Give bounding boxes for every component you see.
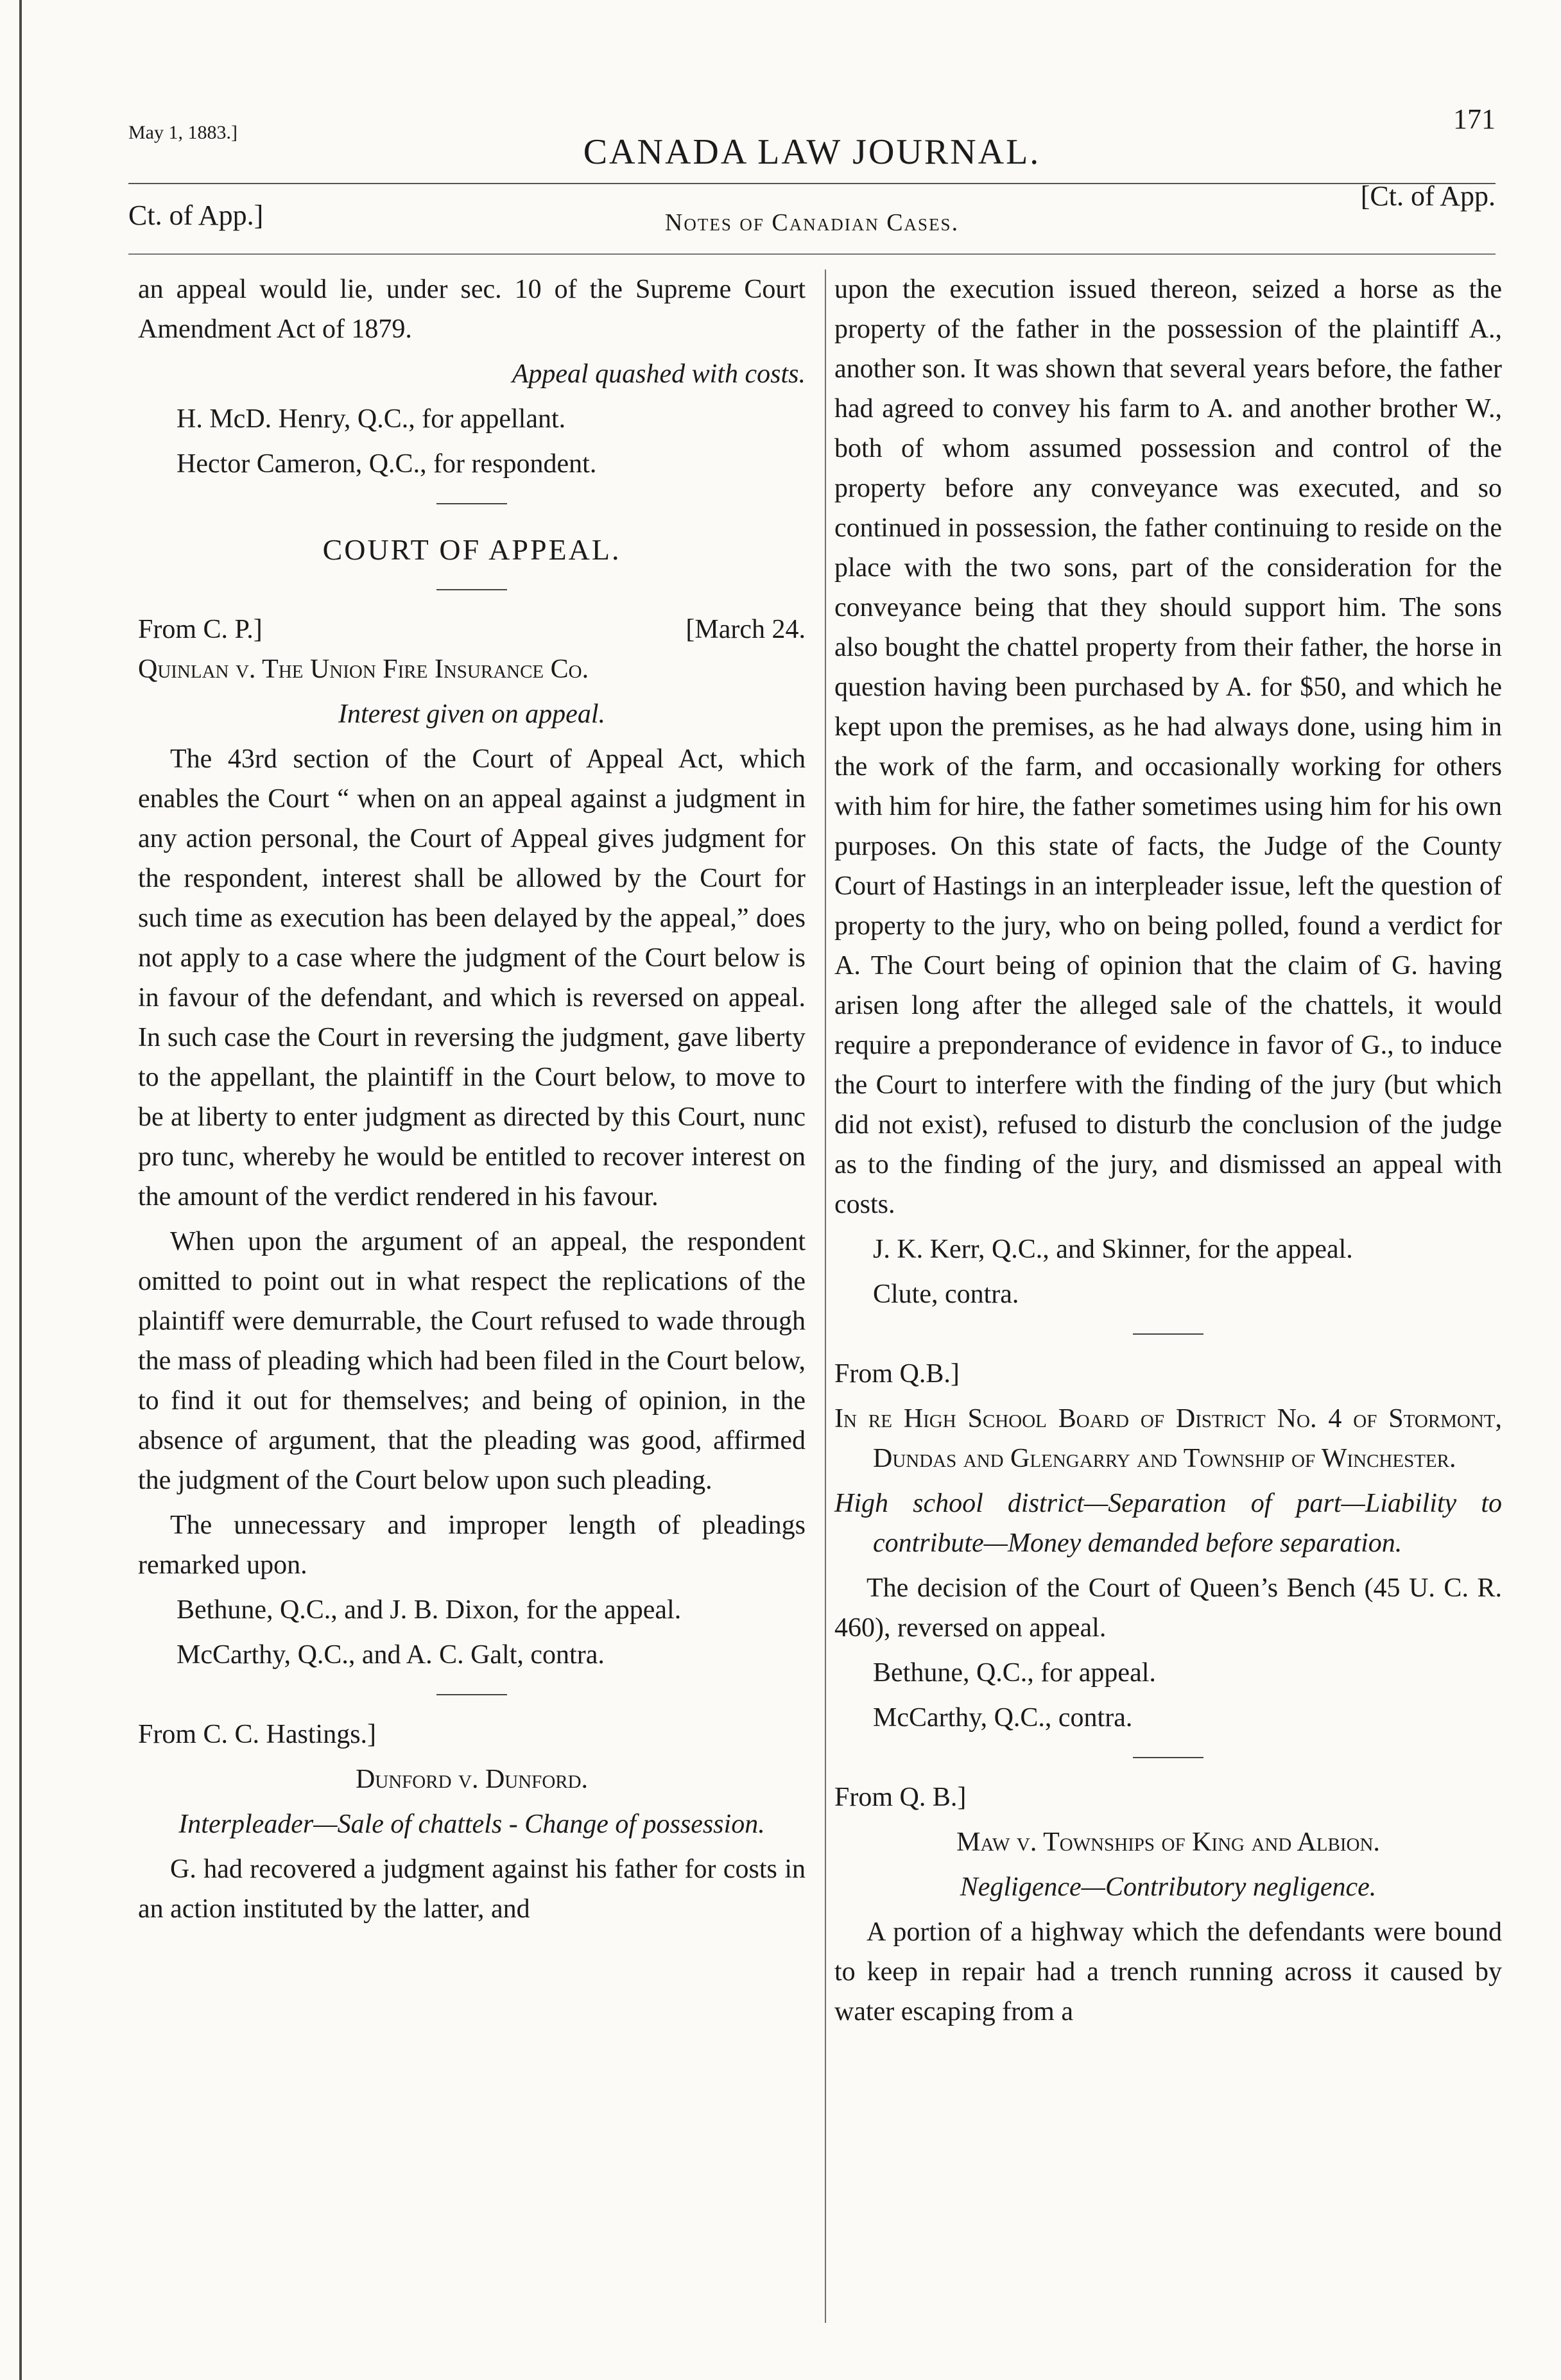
case-title: Quinlan v. The Union Fire Insurance Co. [138,655,589,684]
case-title: In re High School Board of District No. 4 of Stormont, Dundas and Glengarry and Township of Winchester. [834,1404,1502,1473]
case-title: Dunford v. Dunford. [355,1765,589,1794]
column-divider [825,270,826,2323]
header-rule [128,183,1496,184]
case-from: From Q.B.] [834,1359,960,1389]
counsel-line: Bethune, Q.C., and J. B. Dixon, for the appeal. [177,1595,682,1625]
case-paragraph: When upon the argument of an appeal, the respondent omitted to point out in what respect the replications of the plaintiff were demurrable, the Court refused to wade through the mass of pleading which had been filed in the Court below, to find it out for themselves; and being of opinion, in the absence of argument, that the pleading was good, affirmed the judgment of the Court below upon such pleading. [138,1227,806,1495]
case-paragraph: The 43rd section of the Court of Appeal Act, which enables the Court “ when on an appeal against a judgment in any action personal, the Court of Appeal gives judgment for the respondent, interest shall be allowed by the Court for such time as execution has been delayed by the appeal,” does not apply to a case where the judgment of the Court below is in favour of the defendant, and which is reversed on appeal. In such case the Court in reversing the judgment, gave liberty to the appellant, the plaintiff in the Court below, to move to be at liberty to enter judgment as directed by this Court, nunc pro tunc, whereby he would be entitled to recover interest on the amount of the verdict rendered in his favour. [138,744,806,1211]
section-title: Notes of Canadian Cases. [664,209,960,236]
counsel-line: McCarthy, Q.C., and A. C. Galt, contra. [177,1640,605,1670]
counsel-line: J. K. Kerr, Q.C., and Skinner, for the appeal. [873,1235,1353,1264]
section-rule [436,503,507,504]
court-heading: COURT OF APPEAL. [322,533,621,566]
case-title: Maw v. Townships of King and Albion. [956,1828,1380,1857]
case-paragraph: The decision of the Court of Queen’s Bench (45 U. C. R. 460), reversed on appeal. [834,1573,1502,1643]
counsel-line: Hector Cameron, Q.C., for respondent. [177,449,597,479]
case-from: From C. C. Hastings.] [138,1720,377,1749]
counsel-line: Bethune, Q.C., for appeal. [873,1658,1156,1688]
court-tag-right: [Ct. of App. [1360,180,1496,212]
opening-text: an appeal would lie, under sec. 10 of the Supreme Court Amendment Act of 1879. [138,275,806,344]
page-header [128,96,1496,257]
section-rule [436,1694,507,1695]
header-rule-lower [128,253,1496,255]
section-rule [1133,1757,1203,1758]
header-date: May 1, 1883.] [128,122,237,143]
counsel-line: McCarthy, Q.C., contra. [873,1703,1133,1733]
left-column [138,270,806,1934]
journal-title: CANADA LAW JOURNAL. [583,132,1041,172]
section-rule [436,589,507,590]
case-paragraph: upon the execution issued thereon, seized a horse as the property of the father in the possession of the plaintiff A., another son. It was shown that several years before, the father had agreed to convey his farm to A. and another brother W., both of whom assumed possession and control of the property before any conveyance was executed, and so continued in possession, the father continuing to reside on the place with the two sons, part of the consideration for the conveyance being that they should support him. The sons also bought the chattel property from their father, the horse in question having been purchased by A. for $50, and which he kept upon the premises, as he had always done, using him in the work of the farm, and occasionally working for others with him for hire, the father sometimes using him for his own purposes. On this state of facts, the Judge of the County Court of Hastings in an interpleader issue, left the question of property to the jury, who on being polled, found a verdict for A. The Court being of opinion that the claim of G. having arisen long after the alleged sale of the chattels, it would require a preponderance of evidence in favor of G., to induce the Court to interfere with the finding of the jury (but which did not exist), refused to disturb the conclusion of the judge as to the finding of the jury, and dismissed an appeal with costs. [834,275,1502,1219]
case-from: From Q. B.] [834,1783,967,1812]
case-source-row [138,610,806,649]
case-date: [March 24. [686,615,806,644]
counsel-line: Clute, contra. [873,1280,1019,1309]
section-rule [1133,1333,1203,1335]
case-headnote: Negligence—Contributory negligence. [960,1872,1377,1902]
case-paragraph: G. had recovered a judgment against his father for costs in an action instituted by the latter, and [138,1854,806,1924]
result-line: Appeal quashed with costs. [512,359,806,389]
case-headnote: Interpleader—Sale of chattels - Change of possession. [178,1810,765,1839]
counsel-line: H. McD. Henry, Q.C., for appellant. [177,404,566,434]
case-headnote: Interest given on appeal. [338,699,605,729]
right-column [834,270,1502,2037]
page-number: 171 [1453,103,1496,135]
court-tag-left: Ct. of App.] [128,200,264,231]
case-paragraph: A portion of a highway which the defendants were bound to keep in repair had a trench running across it caused by water escaping from a [834,1917,1502,2026]
case-paragraph: The unnecessary and improper length of pleadings remarked upon. [138,1511,806,1580]
case-from: From C. P.] [138,615,263,644]
page-edge-line [19,0,22,2380]
case-headnote: High school district—Separation of part—Liability to contribute—Money demanded before separation. [834,1489,1502,1558]
